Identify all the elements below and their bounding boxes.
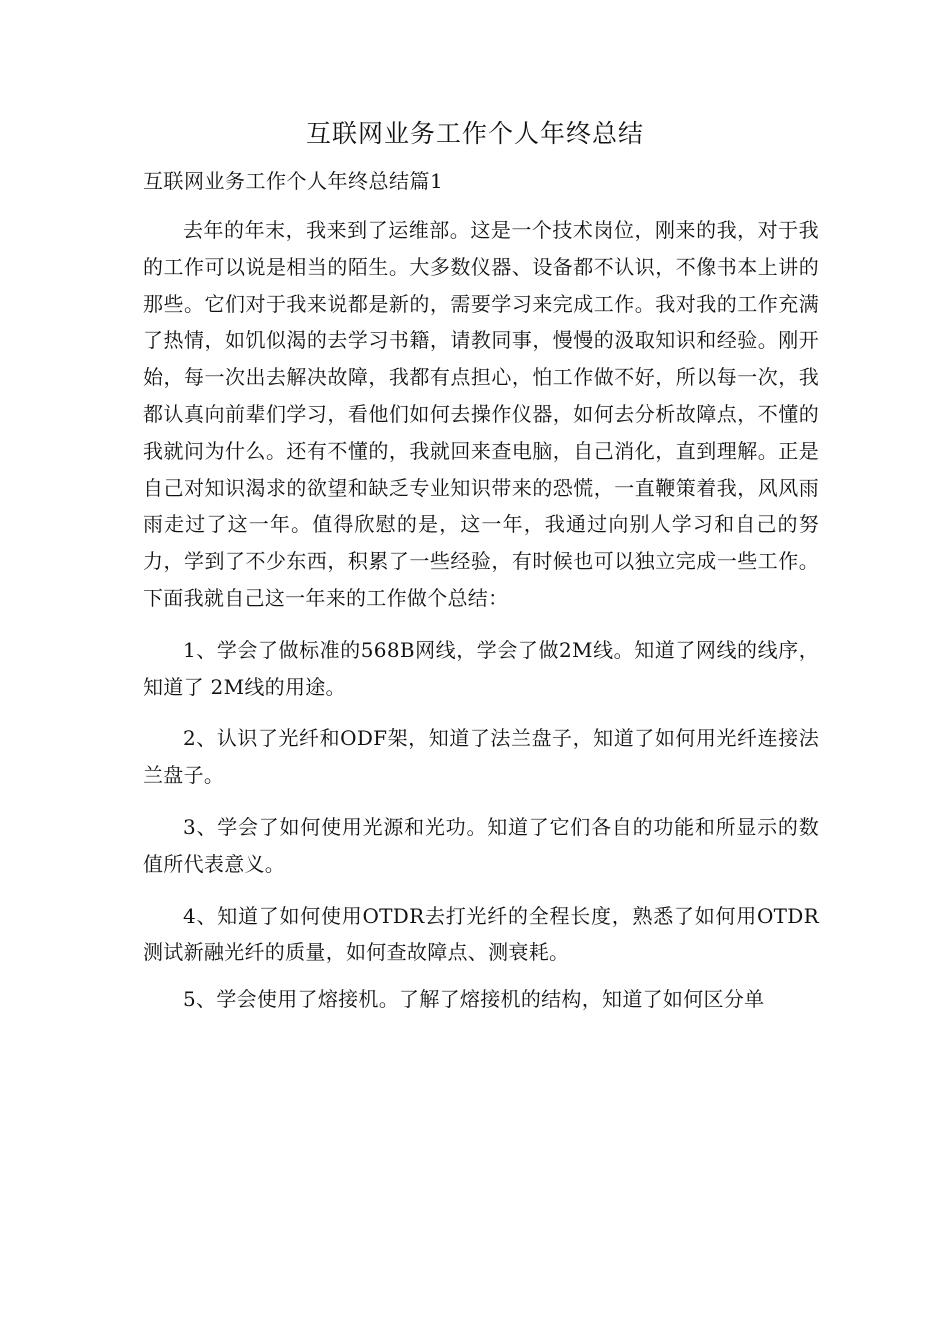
list-item-2: 2、认识了光纤和ODF架，知道了法兰盘子，知道了如何用光纤连接法兰盘子。 xyxy=(143,726,819,788)
list-item-3: 3、学会了如何使用光源和光功。知道了它们各自的功能和所显示的数值所代表意义。 xyxy=(143,814,819,876)
list-item-4: 4、知道了如何使用OTDR去打光纤的全程长度，熟悉了如何用OTDR测试新融光纤的质量，如何查故障点、测衰耗。 xyxy=(143,903,819,965)
list-item-5: 5、学会使用了熔接机。了解了熔接机的结构，知道了如何区分单 xyxy=(183,987,765,1012)
document-body xyxy=(143,212,819,1018)
intro-paragraph: 去年的年末，我来到了运维部。这是一个技术岗位，刚来的我，对于我的工作可以说是相当的陌生。大多数仪器、设备都不认识，不像书本上讲的那些。它们对于我来说都是新的，需要学习来完成工作。我对我的工作充满了热情，如饥似渴的去学习书籍，请教同事，慢慢的汲取知识和经验。刚开始，每一次出去解决故障，我都有点担心，怕工作做不好，所以每一次，我都认真向前辈们学习，看他们如何去操作仪器，如何去分析故障点，不懂的我就问为什么。还有不懂的，我就回来查电脑，自己消化，直到理解。正是自己对知识渴求的欲望和缺乏专业知识带来的恐慌，一直鞭策着我，风风雨雨走过了这一年。值得欣慰的是，这一年，我通过向别人学习和自己的努力，学到了不少东西，积累了一些经验，有时候也可以独立完成一些工作。下面我就自己这一年来的工作做个总结： xyxy=(143,218,819,610)
document-title: 互联网业务工作个人年终总结 xyxy=(305,119,644,148)
list-item-1: 1、学会了做标准的568B网线，学会了做2M线。知道了网线的线序，知道了 2M线的用途。 xyxy=(143,637,819,699)
section-heading: 互联网业务工作个人年终总结篇1 xyxy=(143,169,444,193)
